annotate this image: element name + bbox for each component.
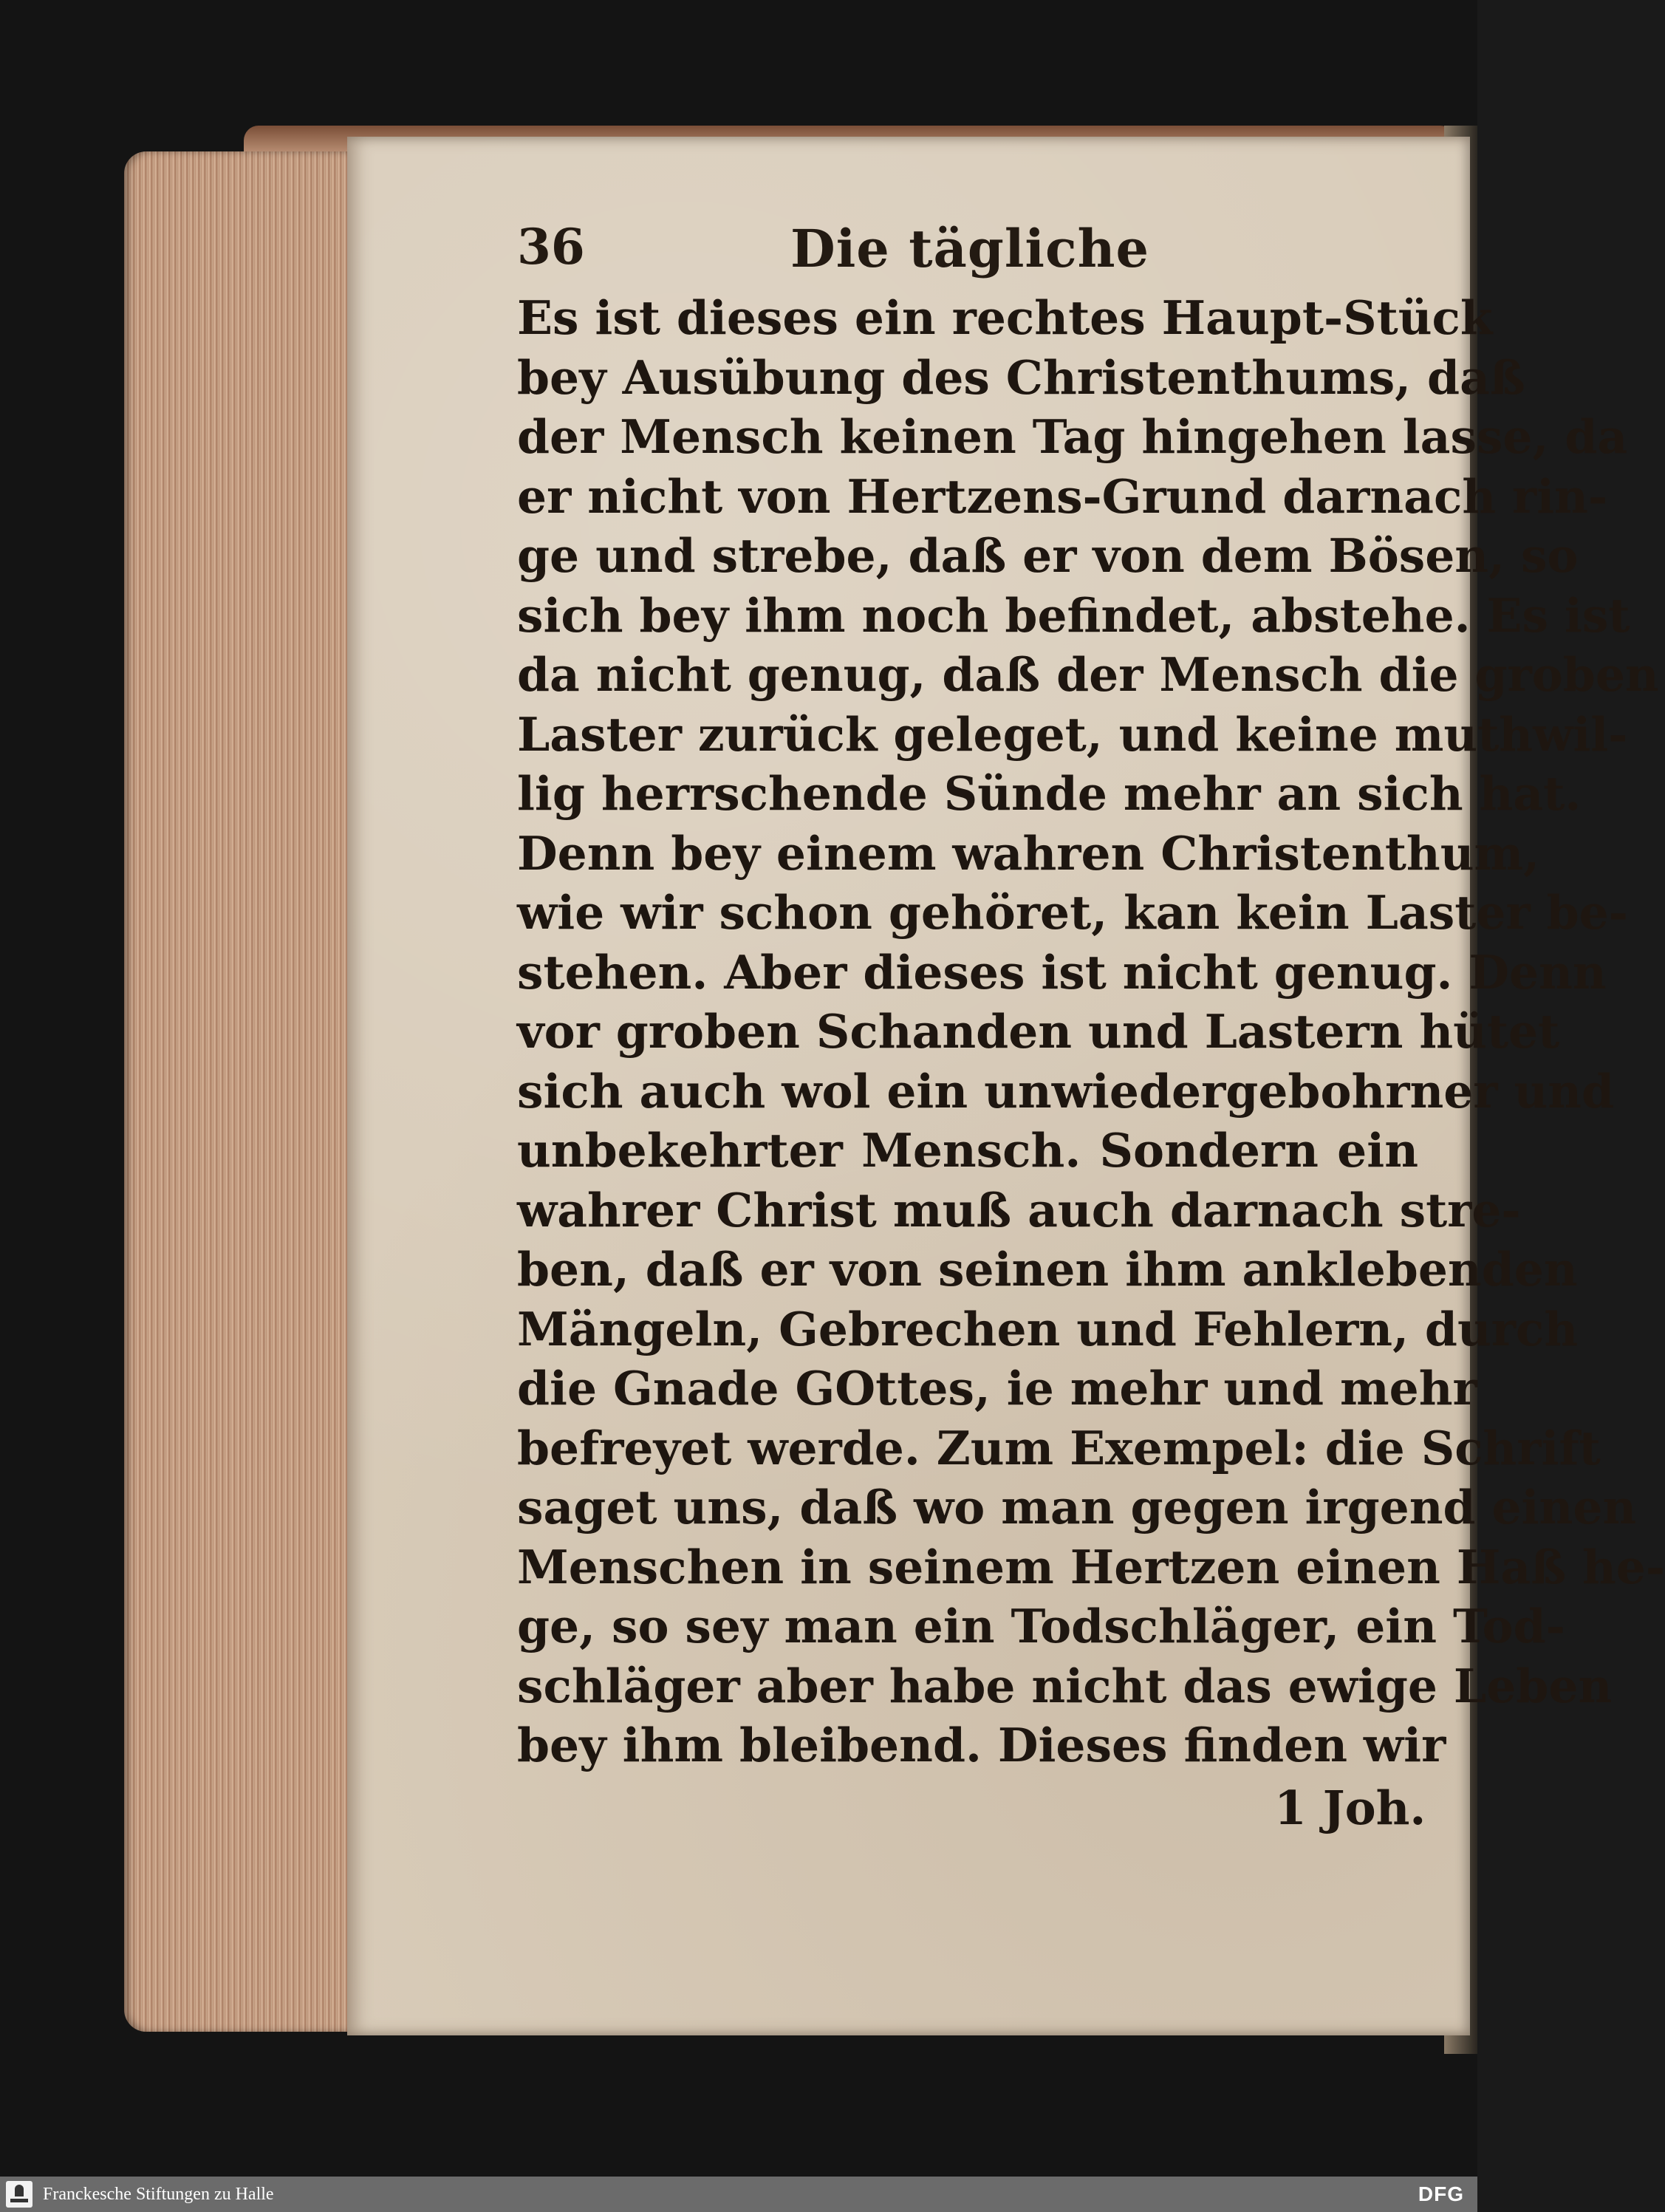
page-number: 36 [517, 218, 585, 276]
text-line: bey Ausübung des Christenthums, daß [517, 349, 1525, 405]
text-line: ben, daß er von seinen ihm anklebenden [517, 1242, 1578, 1297]
viewer-footer [0, 2177, 1477, 2212]
text-line: lig herrschende Sünde mehr an sich hat. [517, 766, 1582, 821]
text-line: vor groben Schanden und Lastern hütet [517, 1004, 1560, 1059]
text-line: Mängeln, Gebrechen und Fehlern, durch [517, 1301, 1579, 1356]
running-head: Die tägliche [790, 218, 1150, 279]
text-line: ge, so sey man ein Todschläger, ein Tod- [517, 1599, 1565, 1653]
dfg-badge[interactable]: DFG [1418, 2182, 1464, 2205]
text-line: Es ist dieses ein rechtes Haupt-Stück [517, 290, 1493, 345]
text-line: bey ihm bleibend. Dieses finden wir [517, 1718, 1446, 1772]
text-line: wie wir schon gehöret, kan kein Laster be- [517, 885, 1628, 940]
text-line: Menschen in seinem Hertzen einen Haß he- [517, 1539, 1665, 1594]
book-page [347, 137, 1665, 2035]
text-line: der Mensch keinen Tag hingehen lasse, da [517, 409, 1628, 464]
text-line: sich auch wol ein unwiedergebohrner und [517, 1063, 1615, 1119]
text-line: schläger aber habe nicht das ewige Leben [517, 1658, 1613, 1713]
text-line: befreyet werde. Zum Exempel: die Schrift [517, 1420, 1601, 1475]
text-line: stehen. Aber dieses ist nicht genug. Denn [517, 944, 1607, 1000]
text-line: sich bey ihm noch befindet, abstehe. Es ist [517, 587, 1630, 643]
institution-name[interactable]: Franckesche Stiftungen zu Halle [43, 2185, 274, 2204]
catchword: 1 Joh. [1274, 1781, 1426, 1835]
text-block [517, 288, 1665, 1775]
francke-foundations-logo-icon [6, 2181, 33, 2208]
text-line: ge und strebe, daß er von dem Bösen, so [517, 528, 1579, 583]
text-line: unbekehrter Mensch. Sondern ein [517, 1123, 1418, 1178]
book-page-edges [124, 151, 368, 2032]
text-line: wahrer Christ muß auch darnach stre- [517, 1182, 1521, 1238]
text-line: die Gnade GOttes, ie mehr und mehr [517, 1361, 1477, 1416]
text-line: Laster zurück geleget, und keine muthwil- [517, 706, 1628, 762]
text-line: Denn bey einem wahren Christenthum, [517, 825, 1540, 881]
text-line: er nicht von Hertzens-Grund darnach rin- [517, 468, 1608, 524]
text-line: saget uns, daß wo man gegen irgend einen [517, 1480, 1637, 1535]
text-line: da nicht genug, daß der Mensch die groben [517, 647, 1659, 702]
